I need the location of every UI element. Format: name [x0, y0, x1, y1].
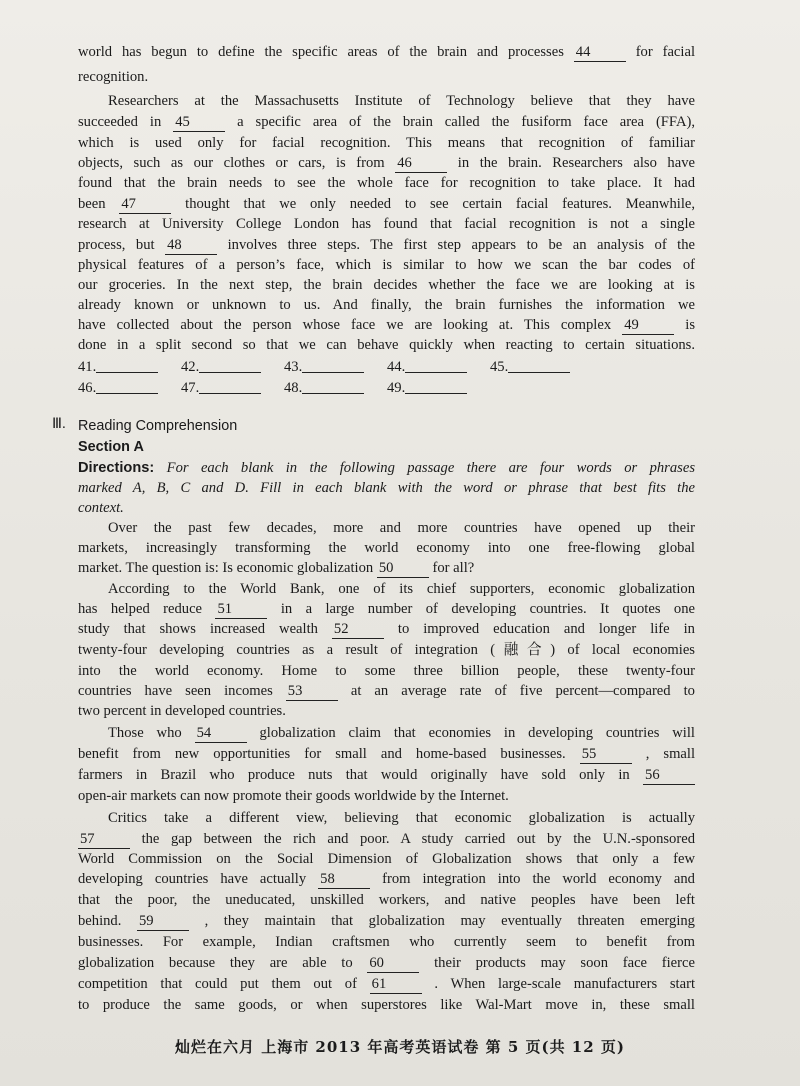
- blank-48[interactable]: 48: [165, 237, 217, 255]
- passage1-line: world has begun to define the specific areas of the brain and processes 44 for facial: [78, 44, 696, 60]
- passage1-line: already known or unknown to us. And finally, the brain furnishes the information we: [78, 297, 695, 313]
- passage1-line: which is used only for facial recognition. This means that recognition of familiar: [78, 135, 695, 151]
- passage2-line: World Commission on the Social Dimension of Globalization shows that only a few: [78, 851, 695, 867]
- directions-label: Directions:: [78, 460, 155, 476]
- answer-slot[interactable]: 47.: [181, 378, 284, 398]
- blank-44[interactable]: 44: [574, 44, 626, 62]
- blank-47[interactable]: 47: [119, 196, 171, 214]
- directions-line: context.: [78, 500, 124, 516]
- passage2-line: Over the past few decades, more and more countries have opened up their: [108, 520, 695, 536]
- blank-50[interactable]: 50: [377, 560, 429, 578]
- answer-slot[interactable]: 46.: [78, 378, 181, 398]
- passage1-line: done in a split second so that we can behave quickly when reacting to certain situations.: [78, 337, 695, 353]
- passage2-line: developing countries have actually 58 from integration into the world economy and: [78, 871, 695, 887]
- blank-58[interactable]: 58: [318, 871, 370, 889]
- answer-row: [78, 357, 593, 377]
- passage2-line: two percent in developed countries.: [78, 703, 286, 719]
- blank-55[interactable]: 55: [580, 746, 632, 764]
- blank-57[interactable]: 57: [78, 831, 130, 849]
- passage2-line: behind. 59 , they maintain that globalization may eventually threaten emerging: [78, 913, 695, 929]
- blank-56[interactable]: 56: [643, 767, 695, 785]
- section-title: Reading Comprehension: [78, 418, 238, 434]
- answer-slot[interactable]: 49.: [387, 378, 490, 398]
- answer-slot[interactable]: 41.: [78, 357, 181, 377]
- passage2-line: markets, increasingly transforming the world economy into one free-flowing global: [78, 540, 695, 556]
- passage2-line: Those who 54 globalization claim that economies in developing countries will: [108, 725, 695, 741]
- answer-slot[interactable]: 43.: [284, 357, 387, 377]
- passage2-line: twenty-four developing countries as a result of integration (融合) of local economies: [78, 642, 695, 658]
- passage2-line: benefit from new opportunities for small and home-based businesses. 55 , small: [78, 746, 696, 762]
- blank-46[interactable]: 46: [395, 155, 447, 173]
- blank-49[interactable]: 49: [622, 317, 674, 335]
- passage1-line: our groceries. In the next step, the brain decides whether the face we are looking at is: [78, 277, 695, 293]
- directions-line: Directions: For each blank in the following passage there are four words or phrases: [78, 460, 695, 476]
- passage1-line: succeeded in 45 a specific area of the brain called the fusiform face area (FFA),: [78, 114, 695, 130]
- passage1-line: have collected about the person whose face we are looking at. This complex 49 is: [78, 317, 695, 333]
- section-subtitle: Section A: [78, 439, 144, 455]
- passage1-line: recognition.: [78, 69, 149, 85]
- passage2-line: to produce the same goods, or when superstores like Wal-Mart move in, these small: [78, 997, 695, 1013]
- blank-59[interactable]: 59: [137, 913, 189, 931]
- answer-slot[interactable]: 48.: [284, 378, 387, 398]
- passage1-line: research at University College London has found that facial recognition is not a single: [78, 216, 695, 232]
- passage1-line: Researchers at the Massachusetts Institute of Technology believe that they have: [108, 93, 695, 109]
- page-footer: 灿烂在六月 上海市 2013 年高考英语试卷 第 5 页(共 12 页): [174, 1038, 626, 1056]
- passage1-line: process, but 48 involves three steps. The first step appears to be an analysis of the: [78, 237, 696, 253]
- answer-slot[interactable]: 45.: [490, 357, 593, 377]
- passage2-line: globalization because they are able to 60 their products may soon face fierce: [78, 955, 695, 971]
- answer-slot[interactable]: 44.: [387, 357, 490, 377]
- passage2-line: market. The question is: Is economic globalization 50 for all?: [78, 560, 475, 576]
- blank-54[interactable]: 54: [195, 725, 247, 743]
- answer-slot[interactable]: 42.: [181, 357, 284, 377]
- blank-60[interactable]: 60: [367, 955, 419, 973]
- answer-row: [78, 378, 490, 398]
- passage2-line: 57 the gap between the rich and poor. A study carried out by the U.N.-sponsored: [80, 831, 695, 847]
- passage2-line: study that shows increased wealth 52 to improved education and longer life in: [78, 621, 695, 637]
- passage2-line: into the world economy. Home to some three billion people, these twenty-four: [78, 663, 695, 679]
- passage1-line: physical features of a person’s face, which is similar to how we scan the bar codes of: [78, 257, 695, 273]
- section-roman-numeral: Ⅲ.: [52, 416, 66, 432]
- passage2-line: open-air markets can now promote their goods worldwide by the Internet.: [78, 788, 509, 804]
- passage2-line: According to the World Bank, one of its chief supporters, economic globalization: [108, 581, 695, 597]
- blank-45[interactable]: 45: [173, 114, 225, 132]
- passage1-line: been 47 thought that we only needed to see certain facial features. Meanwhile,: [78, 196, 695, 212]
- directions-line: marked A, B, C and D. Fill in each blank with the word or phrase that best fits the: [78, 480, 695, 496]
- passage1-line: objects, such as our clothes or cars, is from 46 in the brain. Researchers also have: [78, 155, 695, 171]
- blank-61[interactable]: 61: [370, 976, 422, 994]
- passage2-line: that the poor, the uneducated, unskilled workers, and native peoples have been left: [78, 892, 695, 908]
- passage2-line: farmers in Brazil who produce nuts that would originally have sold only in 56: [78, 765, 695, 785]
- blank-53[interactable]: 53: [286, 683, 338, 701]
- blank-51[interactable]: 51: [215, 601, 267, 619]
- passage2-line: businesses. For example, Indian craftsmen who currently seem to benefit from: [78, 934, 695, 950]
- passage2-line: Critics take a different view, believing that economic globalization is actually: [108, 810, 695, 826]
- passage1-line: found that the brain needs to see the whole face for recognition to take place. It had: [78, 175, 695, 191]
- passage2-line: has helped reduce 51 in a large number of developing countries. It quotes one: [78, 601, 695, 617]
- passage2-line: countries have seen incomes 53 at an average rate of five percent—compared to: [78, 683, 695, 699]
- passage2-line: competition that could put them out of 61 . When large-scale manufacturers start: [78, 976, 695, 992]
- blank-52[interactable]: 52: [332, 621, 384, 639]
